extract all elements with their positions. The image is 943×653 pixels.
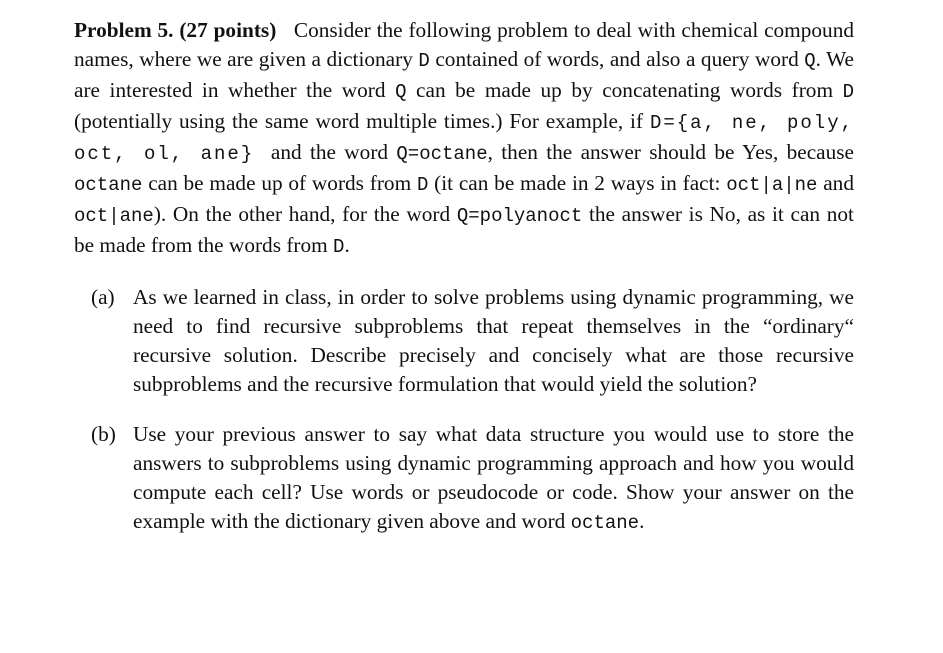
dictionary-var: D: [842, 81, 854, 103]
part-a: [74, 283, 854, 399]
word-octane: octane: [74, 174, 143, 196]
part-b-text: Use your previous answer to say what data structure you would use to store the answers to subproblems using dynamic programming approach and how you would compute each cell? Use words or pseudocode or code. Show your answer on the example with the dictionary given above and word: [133, 422, 854, 533]
query-var: Q: [395, 81, 407, 103]
split-example-2: oct|ane: [74, 205, 154, 227]
part-a-label: (a): [91, 285, 115, 309]
text-segment: , then the answer should be Yes, because: [487, 140, 854, 164]
query-var: Q: [804, 50, 816, 72]
text-segment: . We are interested in whether the word: [74, 47, 854, 102]
part-b-word: octane: [570, 512, 640, 534]
dictionary-var: D: [333, 236, 345, 258]
text-segment: contained of words, and also a query word: [435, 47, 799, 71]
text-segment: can be made up by concatenating words from: [416, 78, 834, 102]
dictionary-var: D: [418, 50, 430, 72]
problem-heading: Problem 5. (27 points): [74, 18, 277, 42]
problem-statement: [74, 16, 854, 262]
document-page: [74, 16, 854, 538]
part-b-end: .: [639, 509, 645, 533]
text-segment: can be made up of words from: [148, 171, 412, 195]
part-a-text: As we learned in class, in order to solve problems using dynamic programming, we need to find recursive subproblems that repeat themselves in the “ordinary“ recursive solution. Describe precisely and concisely what are those recursive subproblems and the recursive formulation that would yield the solution?: [133, 285, 854, 396]
text-segment: and: [823, 171, 854, 195]
text-segment: Consider the following problem to deal with chemical compound names, where we are given a dictionary: [74, 18, 854, 71]
part-b: [74, 420, 854, 538]
dictionary-set: D={a, ne, poly, oct, ol, ane}: [74, 112, 855, 165]
text-segment: (it can be made in 2 ways in fact:: [434, 171, 721, 195]
dictionary-var: D: [416, 174, 429, 196]
text-segment: .: [344, 233, 350, 257]
text-segment: the answer is No, as it can not be made from the words from: [74, 202, 854, 257]
query-example-1: Q=octane: [396, 143, 488, 165]
text-segment: ). On the other hand, for the word: [153, 202, 451, 226]
text-segment: and the word: [270, 140, 389, 164]
part-b-label: (b): [91, 422, 116, 446]
text-segment: (potentially using the same word multiple times.) For example, if: [74, 109, 644, 133]
query-example-2: Q=polyanoct: [456, 205, 583, 227]
split-example-1: oct|a|ne: [726, 174, 818, 196]
